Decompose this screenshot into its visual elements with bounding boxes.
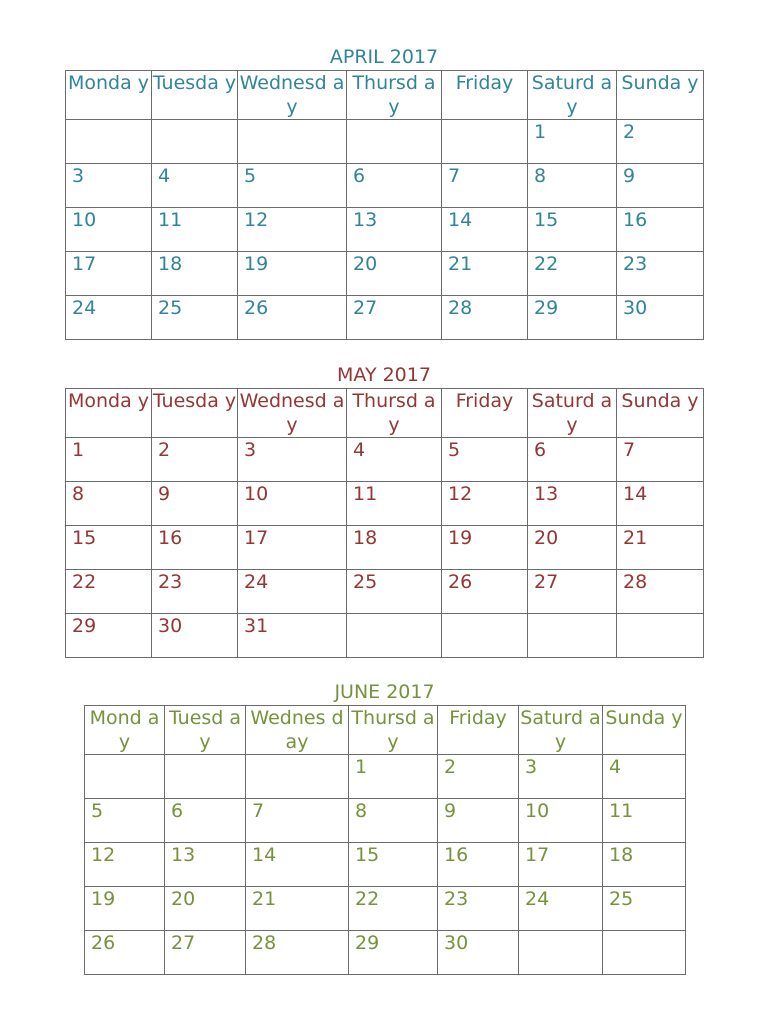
day-cell: 8 — [528, 164, 617, 208]
day-cell: 1 — [528, 120, 617, 164]
day-cell: 27 — [347, 296, 442, 340]
day-cell: 29 — [349, 931, 438, 975]
day-cell — [85, 755, 165, 799]
week-row — [66, 208, 704, 252]
month-may — [65, 364, 703, 660]
day-cell: 21 — [246, 887, 349, 931]
week-row — [85, 755, 686, 799]
day-cell: 14 — [617, 482, 704, 526]
month-june — [84, 681, 685, 977]
day-cell: 3 — [238, 438, 347, 482]
month-april — [65, 46, 703, 342]
day-cell: 6 — [347, 164, 442, 208]
day-cell: 2 — [438, 755, 519, 799]
day-cell: 9 — [438, 799, 519, 843]
weekday-header-row — [85, 706, 686, 755]
day-cell: 9 — [152, 482, 238, 526]
day-cell: 24 — [519, 887, 603, 931]
day-cell: 6 — [165, 799, 246, 843]
day-cell — [519, 931, 603, 975]
day-cell — [238, 120, 347, 164]
weekday-header: Friday — [442, 71, 528, 120]
day-cell: 30 — [152, 614, 238, 658]
month-title: JUNE 2017 — [334, 681, 435, 703]
day-cell: 10 — [238, 482, 347, 526]
weekday-header: Sunda y — [603, 706, 686, 755]
week-row — [66, 252, 704, 296]
day-cell — [152, 120, 238, 164]
day-cell: 22 — [528, 252, 617, 296]
weekday-header: Friday — [438, 706, 519, 755]
weekday-header: Wednesd ay — [238, 71, 347, 120]
day-cell: 24 — [66, 296, 152, 340]
day-cell: 3 — [519, 755, 603, 799]
week-row — [66, 164, 704, 208]
week-row — [85, 843, 686, 887]
day-cell: 8 — [66, 482, 152, 526]
day-cell: 19 — [238, 252, 347, 296]
day-cell: 19 — [442, 526, 528, 570]
day-cell — [246, 755, 349, 799]
day-cell: 16 — [152, 526, 238, 570]
day-cell: 21 — [442, 252, 528, 296]
day-cell: 10 — [519, 799, 603, 843]
day-cell: 25 — [347, 570, 442, 614]
weekday-header: Tuesd ay — [165, 706, 246, 755]
day-cell: 12 — [85, 843, 165, 887]
month-title: MAY 2017 — [337, 364, 431, 386]
day-cell: 8 — [349, 799, 438, 843]
day-cell: 23 — [617, 252, 704, 296]
day-cell: 16 — [617, 208, 704, 252]
day-cell: 29 — [528, 296, 617, 340]
week-row — [85, 799, 686, 843]
day-cell: 29 — [66, 614, 152, 658]
calendar-table — [65, 388, 704, 658]
day-cell: 11 — [603, 799, 686, 843]
week-row — [66, 296, 704, 340]
day-cell — [442, 120, 528, 164]
weekday-header: Thursd ay — [347, 389, 442, 438]
day-cell: 13 — [165, 843, 246, 887]
day-cell: 30 — [617, 296, 704, 340]
day-cell: 7 — [442, 164, 528, 208]
week-row — [85, 931, 686, 975]
day-cell: 2 — [617, 120, 704, 164]
day-cell: 7 — [246, 799, 349, 843]
day-cell: 20 — [528, 526, 617, 570]
day-cell: 27 — [528, 570, 617, 614]
day-cell: 17 — [238, 526, 347, 570]
week-row — [66, 120, 704, 164]
day-cell: 20 — [165, 887, 246, 931]
day-cell: 18 — [152, 252, 238, 296]
day-cell: 23 — [152, 570, 238, 614]
month-title: APRIL 2017 — [329, 46, 439, 68]
day-cell: 28 — [617, 570, 704, 614]
day-cell: 13 — [347, 208, 442, 252]
weekday-header: Friday — [442, 389, 528, 438]
day-cell: 4 — [603, 755, 686, 799]
day-cell — [442, 614, 528, 658]
day-cell: 16 — [438, 843, 519, 887]
week-row — [66, 438, 704, 482]
day-cell: 26 — [85, 931, 165, 975]
weekday-header: Saturd ay — [520, 707, 601, 753]
day-cell: 2 — [152, 438, 238, 482]
day-cell: 25 — [603, 887, 686, 931]
day-cell: 6 — [528, 438, 617, 482]
day-cell: 4 — [347, 438, 442, 482]
calendar-table — [84, 705, 686, 975]
day-cell: 18 — [347, 526, 442, 570]
week-row — [66, 570, 704, 614]
weekday-header: Wednesd ay — [238, 389, 347, 438]
day-cell — [347, 120, 442, 164]
day-cell: 17 — [66, 252, 152, 296]
day-cell: 12 — [238, 208, 347, 252]
weekday-header: Saturd ay — [528, 71, 617, 120]
weekday-header-row — [66, 389, 704, 438]
day-cell — [165, 755, 246, 799]
weekday-header: Tuesda y — [152, 71, 238, 120]
day-cell: 19 — [85, 887, 165, 931]
day-cell: 10 — [66, 208, 152, 252]
weekday-header: Thursd ay — [349, 706, 438, 755]
day-cell: 28 — [246, 931, 349, 975]
day-cell: 11 — [152, 208, 238, 252]
day-cell: 5 — [442, 438, 528, 482]
day-cell: 4 — [152, 164, 238, 208]
day-cell: 27 — [165, 931, 246, 975]
calendar-table — [65, 70, 704, 340]
day-cell: 11 — [347, 482, 442, 526]
day-cell: 26 — [238, 296, 347, 340]
weekday-header-row — [66, 71, 704, 120]
day-cell: 15 — [66, 526, 152, 570]
day-cell — [528, 614, 617, 658]
day-cell — [347, 614, 442, 658]
day-cell — [603, 931, 686, 975]
day-cell: 24 — [238, 570, 347, 614]
day-cell: 13 — [528, 482, 617, 526]
weekday-header: Monda y — [66, 71, 152, 120]
week-row — [66, 526, 704, 570]
weekday-header: Wednes day — [246, 706, 349, 755]
day-cell: 26 — [442, 570, 528, 614]
day-cell: 28 — [442, 296, 528, 340]
day-cell: 31 — [238, 614, 347, 658]
weekday-header: Saturd ay — [528, 389, 617, 438]
weekday-header: Thursd ay — [347, 71, 442, 120]
day-cell: 1 — [66, 438, 152, 482]
week-row — [85, 887, 686, 931]
weekday-header: Sunda y — [617, 71, 704, 120]
day-cell: 25 — [152, 296, 238, 340]
week-row — [66, 614, 704, 658]
week-row — [66, 482, 704, 526]
day-cell: 22 — [349, 887, 438, 931]
day-cell — [617, 614, 704, 658]
day-cell: 15 — [349, 843, 438, 887]
day-cell: 22 — [66, 570, 152, 614]
weekday-header: Tuesda y — [152, 389, 238, 438]
day-cell: 18 — [603, 843, 686, 887]
day-cell: 1 — [349, 755, 438, 799]
day-cell: 3 — [66, 164, 152, 208]
day-cell: 14 — [246, 843, 349, 887]
day-cell: 7 — [617, 438, 704, 482]
day-cell — [66, 120, 152, 164]
weekday-header: Sunda y — [617, 389, 704, 438]
weekday-header: Mond ay — [85, 706, 165, 755]
day-cell: 23 — [438, 887, 519, 931]
day-cell: 14 — [442, 208, 528, 252]
day-cell: 5 — [85, 799, 165, 843]
weekday-header: Monda y — [66, 389, 152, 438]
day-cell: 9 — [617, 164, 704, 208]
day-cell: 17 — [519, 843, 603, 887]
day-cell: 20 — [347, 252, 442, 296]
day-cell: 12 — [442, 482, 528, 526]
day-cell: 5 — [238, 164, 347, 208]
day-cell: 30 — [438, 931, 519, 975]
day-cell: 21 — [617, 526, 704, 570]
day-cell: 15 — [528, 208, 617, 252]
